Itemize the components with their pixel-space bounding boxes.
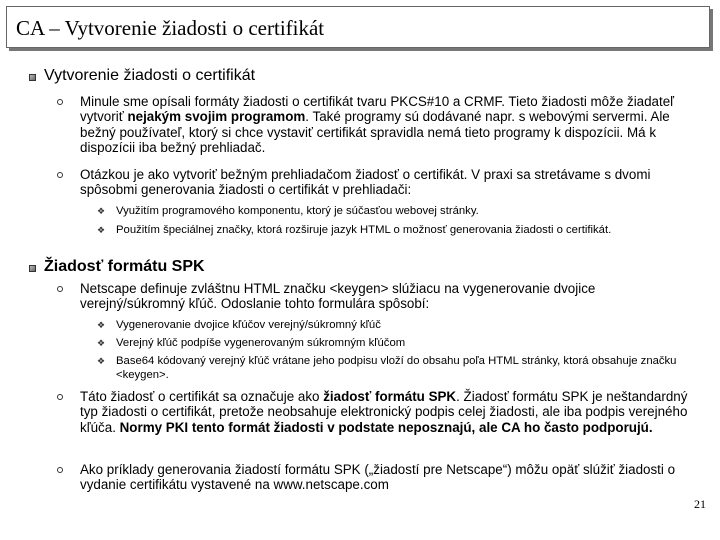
slide-title: CA – Vytvorenie žiadosti o certifikát bbox=[16, 16, 325, 40]
section-2-paragraph-3: Ako príklady generovania žiadostí formátu SPK („žiadostí pre Netscape“) môžu opäť slúžiť žiadosti o vydanie certifikátu vystavené na www.netscape.com bbox=[80, 462, 676, 493]
diamond-bullet-icon: ❖ bbox=[97, 320, 106, 330]
diamond-bullet-icon: ❖ bbox=[97, 338, 106, 348]
circle-bullet-icon bbox=[57, 99, 63, 105]
section-1-subitem: Použitím špeciálnej značky, ktorá rozširuje jazyk HTML o možnosť generovania žiadosti o certifikát. bbox=[116, 224, 612, 236]
section-1-heading: Vytvorenie žiadosti o certifikát bbox=[44, 67, 256, 84]
circle-bullet-icon bbox=[57, 467, 63, 473]
circle-bullet-icon bbox=[57, 394, 63, 400]
circle-bullet-icon bbox=[57, 172, 63, 178]
section-1-subitem: Využitím programového komponentu, ktorý je súčasťou webovej stránky. bbox=[116, 205, 479, 217]
square-bullet-icon bbox=[29, 265, 36, 272]
diamond-bullet-icon: ❖ bbox=[97, 356, 106, 366]
section-2-subitem: Base64 kódovaný verejný kľúč vrátane jeho podpisu vloží do obsahu poľa HTML stránky, ktorá obsahuje značku <keygen>. bbox=[116, 355, 677, 381]
diamond-bullet-icon: ❖ bbox=[97, 225, 106, 235]
title-box bbox=[6, 6, 710, 48]
section-2-heading: Žiadosť formátu SPK bbox=[44, 258, 205, 275]
section-2-paragraph-1: Netscape definuje zvláštnu HTML značku <keygen> slúžiacu na vygenerovanie dvojice verejný/súkromný kľúč. Odoslanie tohto formulára spôsobí: bbox=[80, 281, 596, 312]
section-2-subitem: Vygenerovanie dvojice kľúčov verejný/súkromný kľúč bbox=[116, 319, 381, 331]
page-number: 21 bbox=[694, 497, 706, 511]
square-bullet-icon bbox=[29, 74, 36, 81]
diamond-bullet-icon: ❖ bbox=[97, 206, 106, 216]
section-1-paragraph-1: Minule sme opísali formáty žiadosti o certifikát tvaru PKCS#10 a CRMF. Tieto žiadosti môže žiadateľ vytvoriť nejakým svojim programom. Také programy sú dodávané napr. s webovými servermi. Ale bežný používateľ, ktorý si chce vystaviť certifikát spravidla nemá tieto programy k dispozícii. Má k dispozícii iba bežný prehliadač. bbox=[80, 94, 675, 155]
circle-bullet-icon bbox=[57, 286, 63, 292]
section-1-paragraph-2: Otázkou je ako vytvoriť bežným prehliadačom žiadosť o certifikát. V praxi sa stretávame s dvomi spôsobmi generovania žiadosti o certifikát v prehliadači: bbox=[80, 167, 651, 198]
section-2-paragraph-2: Táto žiadosť o certifikát sa označuje ako žiadosť formátu SPK. Žiadosť formátu SPK je neštandardný typ žiadosti o certifikát, pretože neobsahuje elektronický podpis celej žiadosti, ale iba podpis verejného kľúča. Normy PKI tento formát žiadosti v podstate neposznajú, ale CA ho často podporujú. bbox=[80, 389, 688, 435]
section-2-subitem: Verejný kľúč podpíše vygenerovaným súkromným kľúčom bbox=[116, 337, 406, 349]
